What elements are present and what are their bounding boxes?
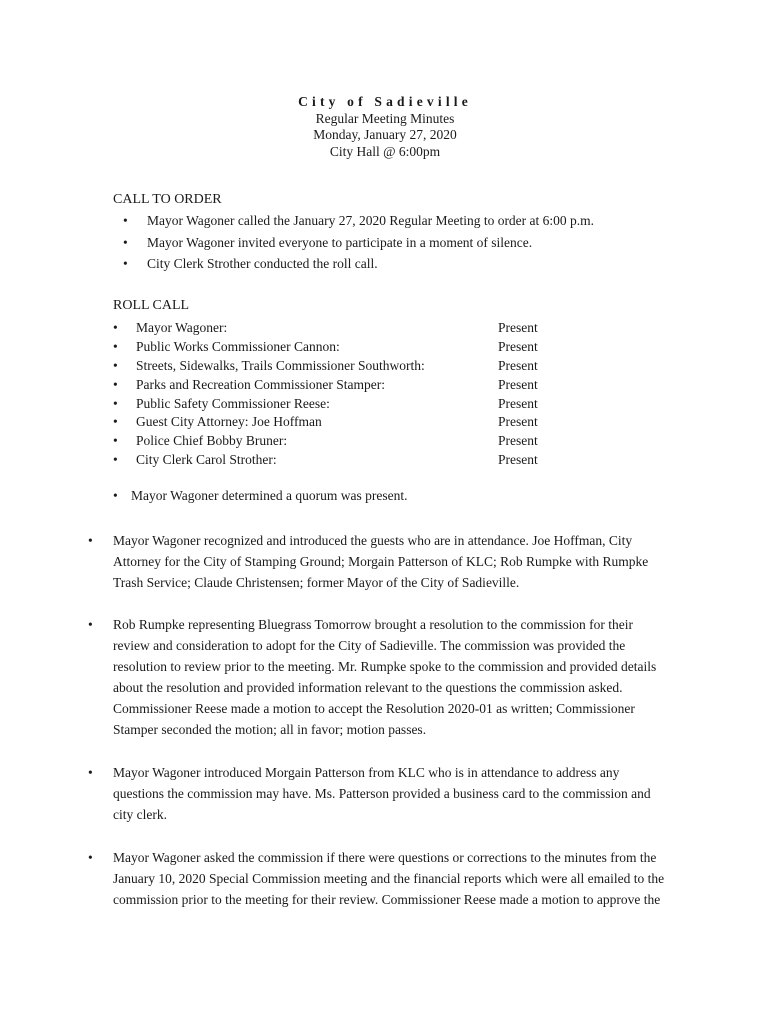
bullet-icon: • (88, 765, 93, 780)
document-subtitle: Regular Meeting Minutes (315, 110, 455, 126)
paragraph-text: Rob Rumpke representing Bluegrass Tomorrow brought a resolution to the commission for their review and consideration to adopt for the City of Sadieville. The commission was provided the resolution to review prior to the meeting. Mr. Rumpke spoke to the commission and provided details about the resolution and provided information relevant to the questions the commission asked. Commissioner Reese made a motion to accept the Resolution 2020-01 as written; Commissioner Stamper seconded the motion; all in favor; motion passes. (113, 617, 657, 738)
bullet-icon: • (113, 433, 118, 449)
roll-call-heading: ROLL CALL (113, 298, 190, 313)
bullet-icon: • (123, 213, 128, 228)
call-to-order-heading: CALL TO ORDER (113, 192, 222, 207)
bullet-icon: • (113, 376, 118, 392)
paragraph-text: Mayor Wagoner introduced Morgain Patterson from KLC who is in attendance to address any questions the commission may have. Ms. Patterson provided a business card to the commission and city clerk. (113, 765, 651, 823)
bullet-icon: • (113, 320, 118, 335)
bullet-icon: • (113, 488, 118, 503)
document-header (0, 94, 770, 160)
meeting-date: Monday, January 27, 2020 (313, 127, 457, 142)
city-title: City of Sadieville (298, 94, 472, 109)
bullet-icon: • (123, 256, 128, 271)
bullet-icon: • (113, 452, 118, 468)
bullet-icon: • (88, 850, 93, 865)
bullet-icon: • (123, 234, 128, 250)
bullet-icon: • (113, 338, 118, 354)
bullet-icon: • (113, 395, 118, 411)
meeting-location: City Hall @ 6:00pm (329, 143, 441, 159)
bullet-icon: • (113, 414, 118, 430)
paragraph-text: Mayor Wagoner recognized and introduced the guests who are in attendance. Joe Hoffman, City Attorney for the City of Stamping Ground; Morgain Patterson of KLC; Rob Rumpke with Rumpke Trash Service; Claude Christensen; former Mayor of the City of Sadieville. (113, 533, 649, 591)
bullet-icon: • (113, 357, 118, 373)
bullet-icon: • (88, 533, 93, 548)
bullet-icon: • (88, 617, 93, 632)
paragraph-text: Mayor Wagoner asked the commission if there were questions or corrections to the minutes from the January 10, 2020 Special Commission meeting and the financial reports which were all emailed to the commission prior to the meeting for their review. Commissioner Reese made a motion to approve the (113, 850, 665, 908)
